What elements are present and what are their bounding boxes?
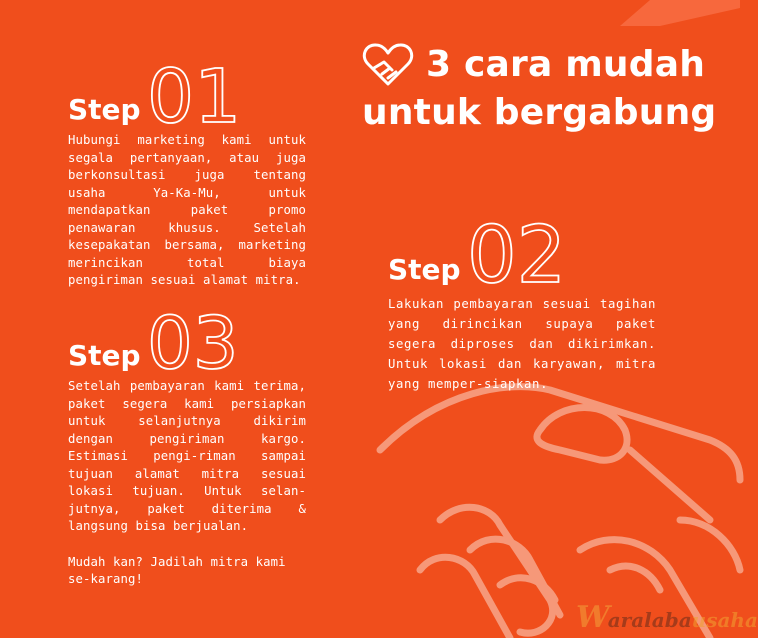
step-label: Step: [68, 339, 141, 372]
svg-text:01: 01: [146, 54, 241, 140]
step-description: Hubungi marketing kami untuk segala pertanyaan, atau juga berkonsultasi juga tentang usaha Ya-Ka-Mu, untuk mendapatkan paket promo penawaran khusus. Setelah kesepakatan bersama, marketing merincikan total biaya pengiriman sesuai alamat mitra.: [68, 133, 306, 287]
step-01: [68, 54, 306, 290]
watermark-initial: W: [576, 600, 610, 635]
step-description: Lakukan pembayaran sesuai tagihan yang dirincikan supaya paket segera diproses dan dikirimkan. Untuk lokasi dan karyawan, mitra yang memper-siapkan.: [388, 297, 656, 391]
headline-line-1: 3 cara mudah: [426, 44, 706, 85]
watermark-main: aralaba: [607, 608, 692, 632]
closing-text: Mudah kan? Jadilah mitra kami se-karang!: [68, 554, 286, 586]
watermark-logo: [576, 600, 758, 635]
step-label: Step: [388, 253, 461, 286]
corner-stripe: [590, 0, 740, 26]
headline-line-2: untuk bergabung: [362, 92, 717, 133]
step-description: Setelah pembayaran kami terima, paket segera kami persiapkan untuk selanjutnya dikirim dengan pengiriman kargo. Estimasi pengi-riman sampai tujuan alamat mitra sesuai lokasi tujuan. Untuk selan-jutnya, paket diterima & langsung bisa berjualan.: [68, 379, 306, 533]
step-03: [68, 301, 306, 589]
step-02: [388, 211, 656, 394]
step-number: [466, 211, 577, 301]
svg-text:02: 02: [466, 211, 566, 301]
heart-handshake-icon: [362, 42, 414, 88]
step-number: [146, 301, 247, 385]
step-number: [146, 54, 247, 140]
svg-text:03: 03: [146, 301, 239, 385]
handshake-background-art: [380, 370, 740, 638]
headline: [362, 42, 732, 134]
watermark-suffix: usaha: [691, 608, 758, 632]
step-label: Step: [68, 93, 141, 126]
